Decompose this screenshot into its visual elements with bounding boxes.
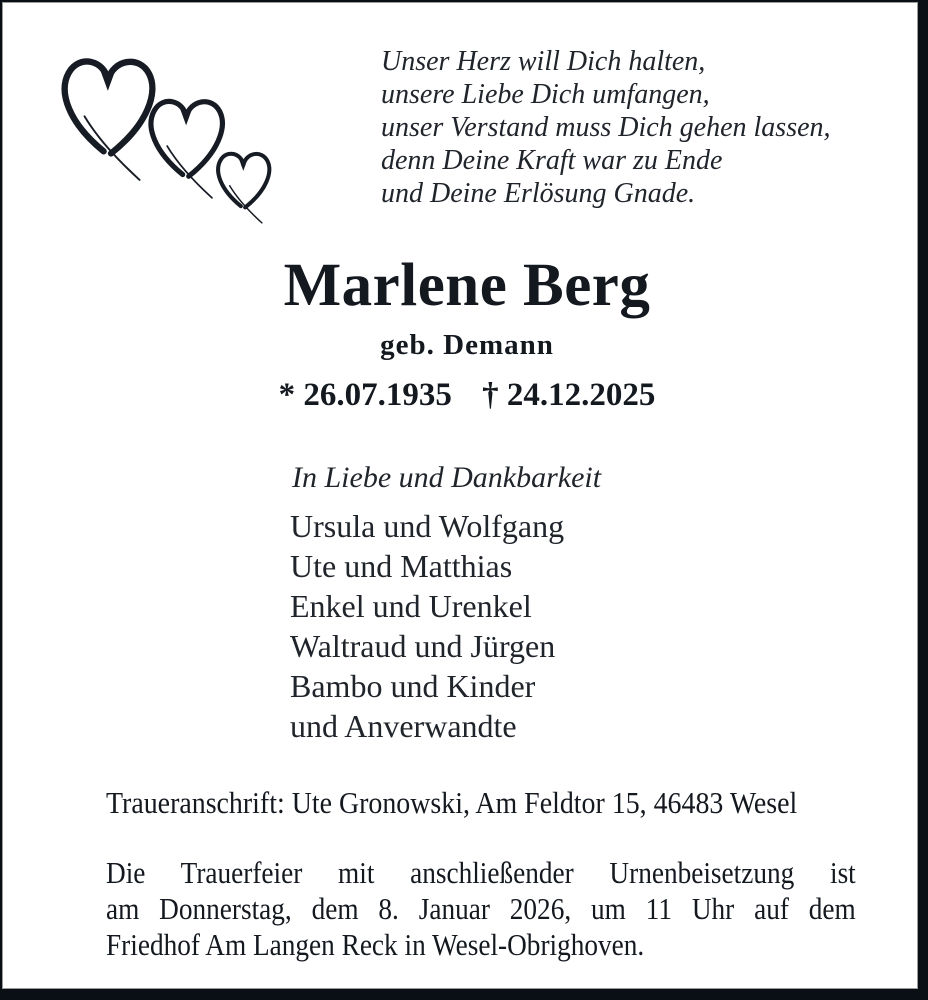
- deceased-name: Marlene Berg: [283, 252, 651, 319]
- poem-line: Unser Herz will Dich halten,: [381, 46, 706, 77]
- birth-date: * 26.07.1935: [278, 377, 452, 413]
- mourning-address: Traueranschrift: Ute Gronowski, Am Feldtor 15, 46483 Wesel: [106, 785, 798, 820]
- funeral-notice-line: am Donnerstag, dem 8. Januar 2026, um 11 Uhr auf dem: [106, 891, 856, 926]
- heart-small-icon: [218, 154, 269, 223]
- mourner-line: Enkel und Urenkel: [290, 588, 532, 624]
- poem-line: denn Deine Kraft war zu Ende: [381, 145, 723, 176]
- three-hearts-icon: [53, 33, 278, 230]
- heart-large-icon: [65, 61, 153, 179]
- dedication-line: In Liebe und Dankbarkeit: [292, 461, 602, 494]
- poem-line: und Deine Erlösung Gnade.: [381, 178, 696, 209]
- mourners-list: [290, 506, 564, 746]
- life-dates: [3, 377, 928, 414]
- mourner-line: Ute und Matthias: [290, 548, 513, 584]
- mourner-line: Bambo und Kinder: [290, 668, 536, 704]
- funeral-notice-line: Die Trauerfeier mit anschließender Urnenbeisetzung ist: [106, 855, 856, 890]
- mourner-line: und Anverwandte: [290, 708, 517, 744]
- funeral-notice-line: Friedhof Am Langen Reck in Wesel-Obrighoven.: [106, 927, 645, 962]
- mourner-line: Waltraud und Jürgen: [290, 628, 556, 664]
- maiden-name: geb. Demann: [380, 329, 554, 361]
- funeral-notice: [106, 855, 856, 963]
- obituary-card: [2, 2, 918, 989]
- death-date: † 24.12.2025: [482, 377, 656, 413]
- heart-medium-icon: [151, 101, 222, 197]
- memorial-poem: [381, 45, 831, 210]
- poem-line: unser Verstand muss Dich gehen lassen,: [381, 112, 831, 143]
- mourner-line: Ursula und Wolfgang: [290, 508, 565, 544]
- poem-line: unsere Liebe Dich umfangen,: [381, 79, 710, 110]
